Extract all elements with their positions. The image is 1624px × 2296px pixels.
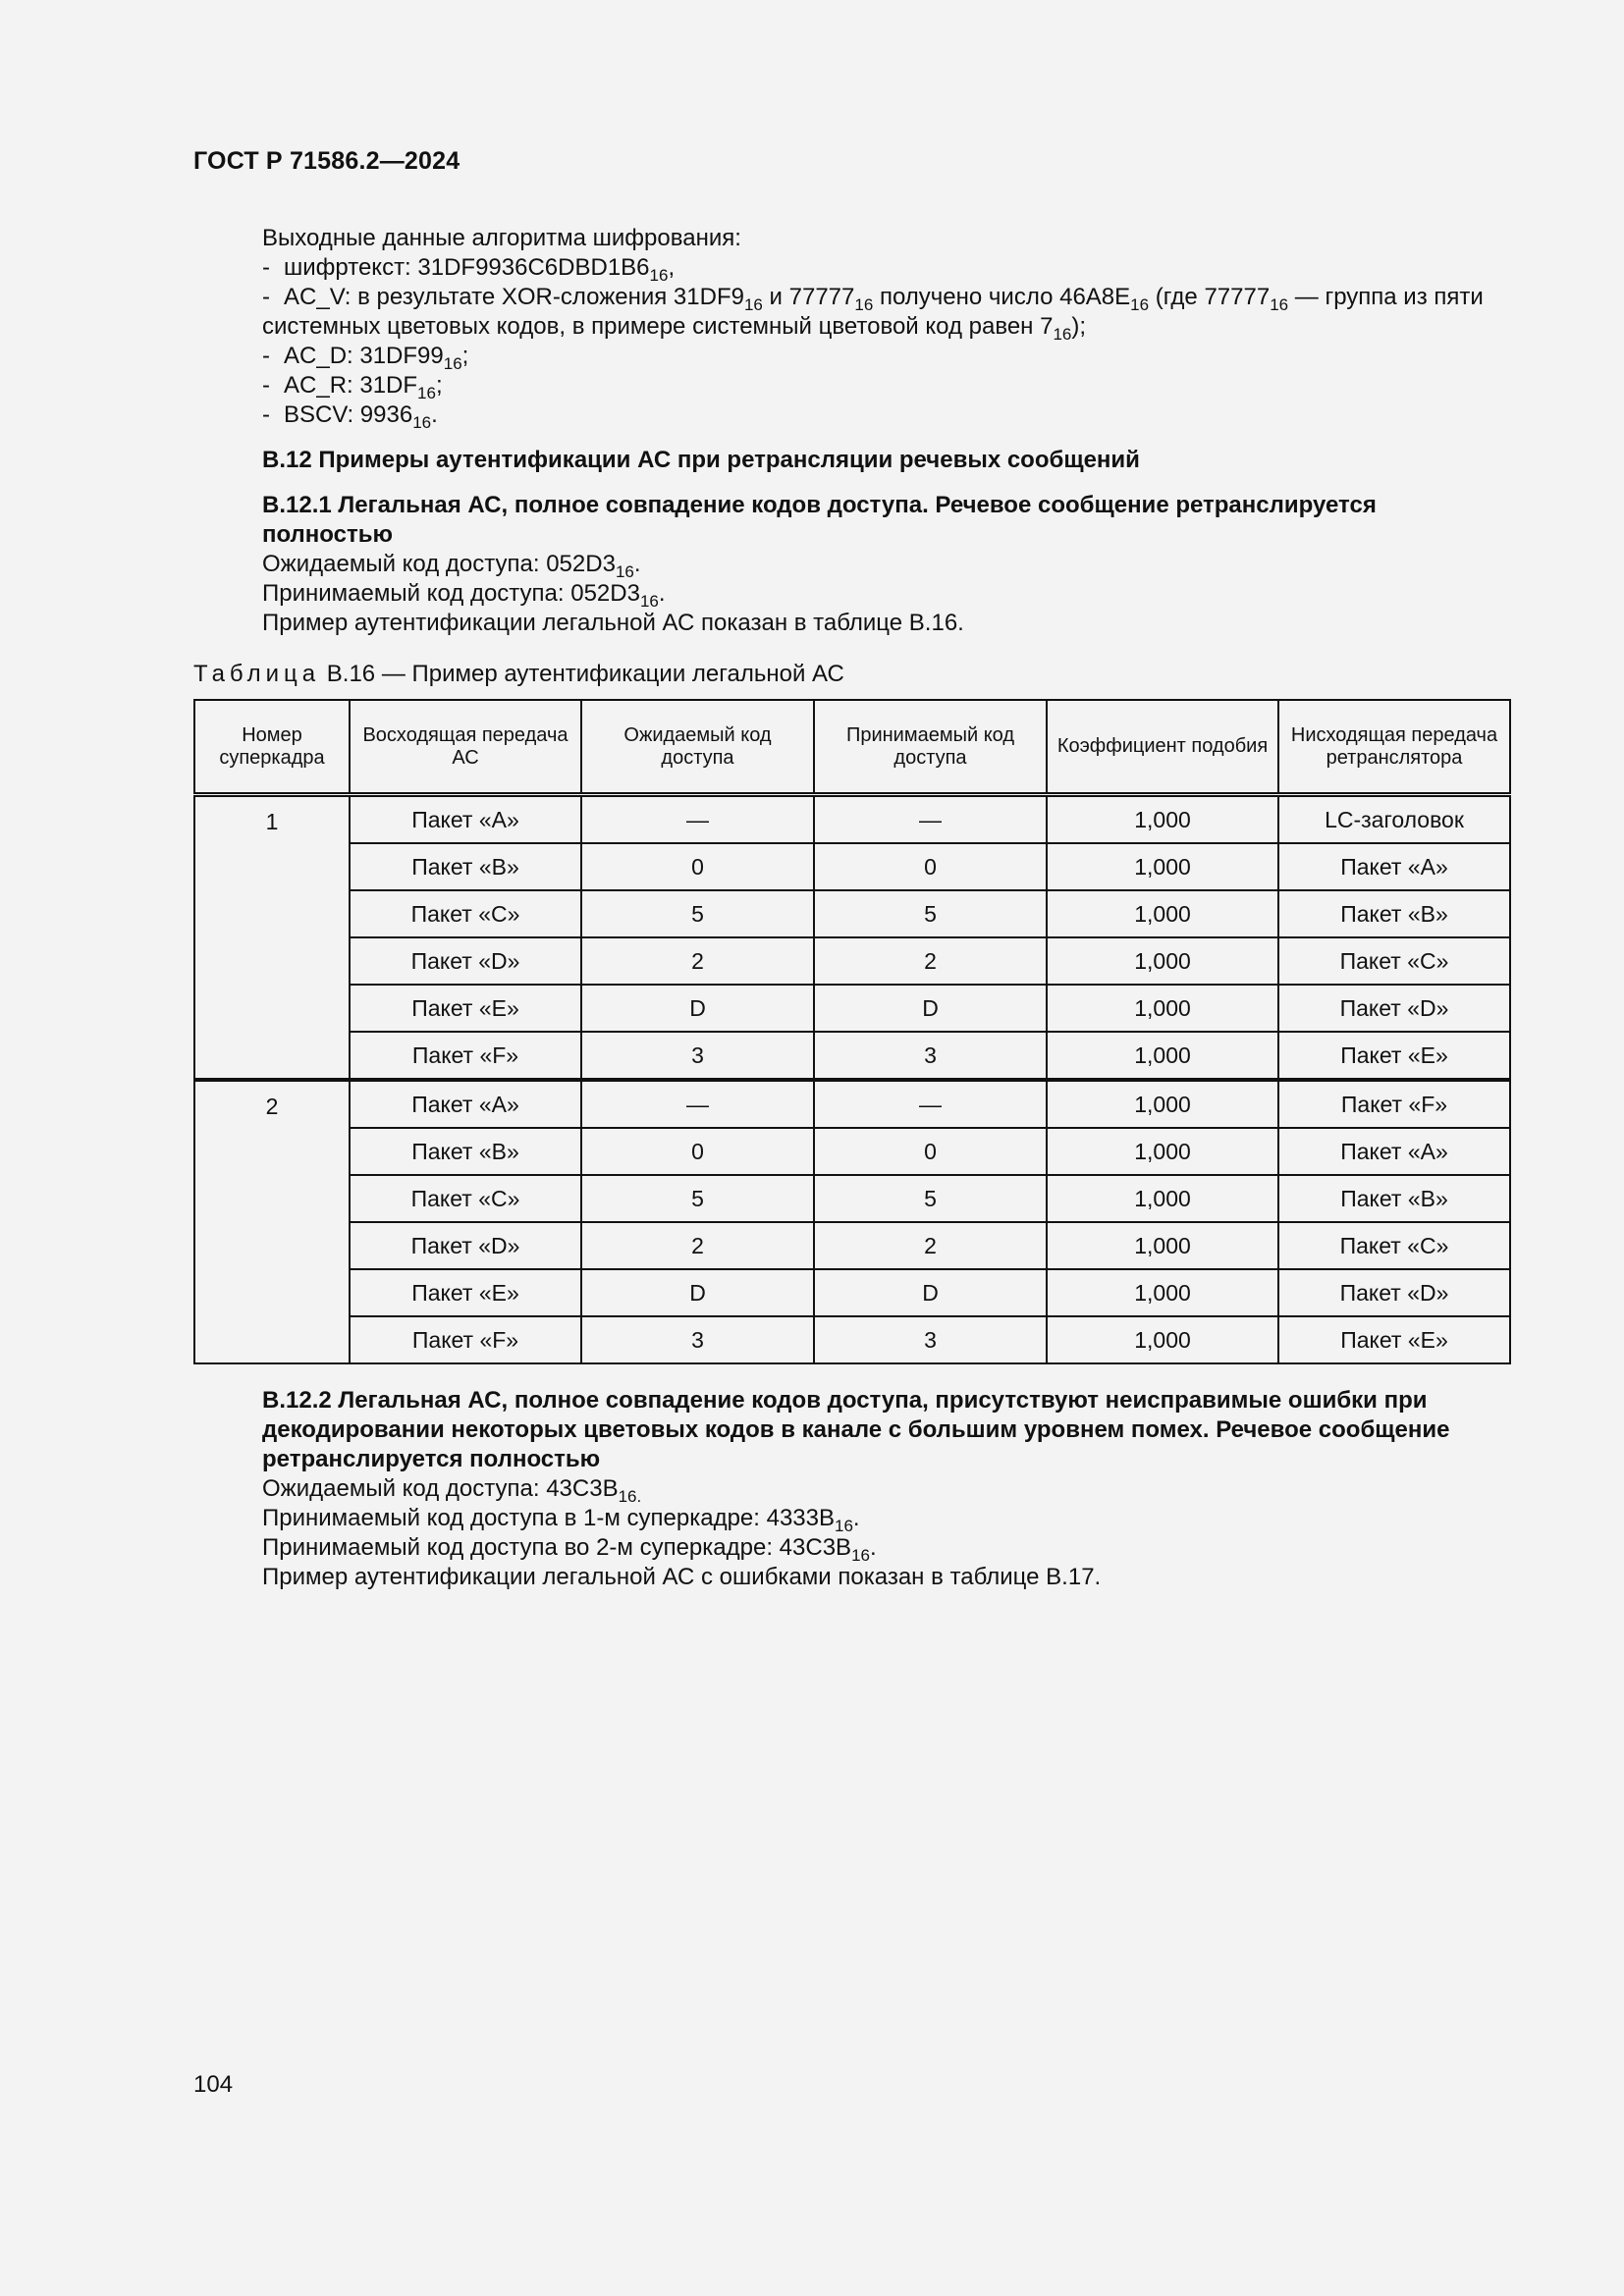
table-cell: — [814, 1080, 1047, 1128]
table-cell: 2 [814, 937, 1047, 985]
table-cell: Пакет «F» [1278, 1080, 1510, 1128]
table-cell: 1,000 [1047, 1128, 1278, 1175]
list-item-ciphertext: - шифртекст: $31DF9936C6DBD1B6_{16}$, [262, 254, 676, 285]
section-b122-heading: В.12.2 Легальная АС, полное совпадение кодов доступа, присутствуют неисправимые ошибки при декодировании некоторых цветовых кодов в канале с большим уровнем помех. Речевое сообщение ретранслируется полностью [262, 1387, 1450, 1472]
table-cell: 1,000 [1047, 890, 1278, 937]
page-number: 104 [193, 2071, 234, 2098]
table-cell: 3 [581, 1316, 814, 1363]
received-access-code: Принимаемый код доступа: $052D3_{16}$. [262, 580, 666, 611]
table-cell: Пакет «A» [1278, 1128, 1510, 1175]
table-header-row [194, 700, 1510, 795]
table-row [194, 1032, 1510, 1080]
table-row [194, 843, 1510, 890]
table-cell: Пакет «D» [1278, 985, 1510, 1032]
table-cell: — [581, 1080, 814, 1128]
table-body [194, 795, 1510, 1364]
table-cell: 1,000 [1047, 937, 1278, 985]
table-cell: Пакет «C» [350, 1175, 581, 1222]
table-cell: Пакет «E» [350, 1269, 581, 1316]
section-b121-heading: В.12.1 Легальная АС, полное совпадение кодов доступа. Речевое сообщение ретранслируется полностью [262, 492, 1377, 548]
table-row [194, 937, 1510, 985]
table-cell: Пакет «D» [350, 937, 581, 985]
column-header: Принимаемый код доступа [814, 700, 1047, 795]
table-reference-note-2: Пример аутентификации легальной АС с ошибками показан в таблице В.17. [262, 1564, 1102, 1590]
expected-access-code-2: Ожидаемый код доступа: $43С3В_{16.}$ [262, 1475, 642, 1506]
superframe-number-cell: 2 [194, 1080, 350, 1363]
table-cell: 3 [814, 1032, 1047, 1080]
table-cell: Пакет «C» [350, 890, 581, 937]
table-cell: Пакет «A» [350, 795, 581, 844]
table-row [194, 1269, 1510, 1316]
table-cell: 2 [581, 937, 814, 985]
table-cell: Пакет «F» [350, 1032, 581, 1080]
table-row [194, 1080, 1510, 1128]
table-cell: 0 [814, 843, 1047, 890]
column-header: Коэффициент подобия [1047, 700, 1278, 795]
column-header: Восходящая передача АС [350, 700, 581, 795]
output-data-intro: Выходные данные алгоритма шифрования: [262, 225, 741, 251]
table-cell: D [814, 1269, 1047, 1316]
column-header: Ожидаемый код доступа [581, 700, 814, 795]
table-cell: Пакет «B» [350, 843, 581, 890]
section-b12-heading: В.12 Примеры аутентификации АС при ретрансляции речевых сообщений [262, 447, 1140, 473]
table-cell: 2 [814, 1222, 1047, 1269]
table-cell: Пакет «A» [1278, 843, 1510, 890]
table-cell: Пакет «B» [1278, 1175, 1510, 1222]
table-cell: 5 [814, 1175, 1047, 1222]
list-item-ac-d: - AC_D: $31DF99_{16}$; [262, 343, 469, 373]
table-cell: 0 [814, 1128, 1047, 1175]
authentication-table [193, 699, 1511, 1364]
table-cell: 1,000 [1047, 1316, 1278, 1363]
table-cell: Пакет «D» [350, 1222, 581, 1269]
table-reference-note: Пример аутентификации легальной АС показан в таблице В.16. [262, 610, 964, 636]
page-header: ГОСТ Р 71586.2—2024 [193, 147, 460, 175]
table-row [194, 1316, 1510, 1363]
table-cell: Пакет «D» [1278, 1269, 1510, 1316]
table-cell: 1,000 [1047, 985, 1278, 1032]
table-cell: Пакет «B» [1278, 890, 1510, 937]
table-cell: Пакет «B» [350, 1128, 581, 1175]
table-cell: 2 [581, 1222, 814, 1269]
table-cell: Пакет «F» [350, 1316, 581, 1363]
table-row [194, 890, 1510, 937]
table-cell: 1,000 [1047, 1222, 1278, 1269]
table-cell: Пакет «A» [350, 1080, 581, 1128]
table-cell: 1,000 [1047, 795, 1278, 844]
table-cell: 3 [581, 1032, 814, 1080]
table-cell: 0 [581, 843, 814, 890]
table-row [194, 985, 1510, 1032]
list-item-ac-r: - AC_R: $31DF_{16}$; [262, 372, 443, 402]
table-cell: Пакет «C» [1278, 1222, 1510, 1269]
document-body [193, 224, 1509, 1592]
table-cell: D [814, 985, 1047, 1032]
table-cell: 1,000 [1047, 1269, 1278, 1316]
table-cell: 1,000 [1047, 1080, 1278, 1128]
table-row [194, 795, 1510, 844]
table-caption: Таблица В.16 — Пример аутентификации легальной АС [193, 661, 844, 687]
table-cell: Пакет «E» [1278, 1316, 1510, 1363]
table-cell: 5 [814, 890, 1047, 937]
column-header: Нисходящая передача ретранслятора [1278, 700, 1510, 795]
table-cell: Пакет «E» [350, 985, 581, 1032]
table-cell: — [581, 795, 814, 844]
table-cell: 5 [581, 890, 814, 937]
table-row [194, 1222, 1510, 1269]
table-cell: 1,000 [1047, 1032, 1278, 1080]
list-item-bscv: - BSCV: $9936_{16}$. [262, 401, 438, 432]
table-cell: 1,000 [1047, 1175, 1278, 1222]
list-item-ac-v: - AC_V: в результате XOR-сложения $31DF9_{16}$ и $77777_{16}$ получено число $46A8E_{16}$ (где $77777_{16}$ — группа из пяти системных цветовых кодов, в примере системный цветовой код равен $7_{16}$); [262, 284, 1484, 344]
table-cell: 5 [581, 1175, 814, 1222]
table-cell: Пакет «C» [1278, 937, 1510, 985]
superframe-number-cell: 1 [194, 795, 350, 1081]
table-cell: 1,000 [1047, 843, 1278, 890]
table-row [194, 1128, 1510, 1175]
table-cell: 3 [814, 1316, 1047, 1363]
column-header: Номер суперкадра [194, 700, 350, 795]
received-access-code-superframe-1: Принимаемый код доступа в 1-м суперкадре: $4333В_{16}$. [262, 1505, 860, 1535]
table-cell: D [581, 985, 814, 1032]
table-row [194, 1175, 1510, 1222]
table-cell: D [581, 1269, 814, 1316]
table-cell: — [814, 795, 1047, 844]
expected-access-code: Ожидаемый код доступа: $052D3_{16}$. [262, 551, 641, 581]
table-cell: 0 [581, 1128, 814, 1175]
table-cell: Пакет «E» [1278, 1032, 1510, 1080]
received-access-code-superframe-2: Принимаемый код доступа во 2-м суперкадре: $43С3В_{16}$. [262, 1534, 877, 1565]
table-cell: LC-заголовок [1278, 795, 1510, 844]
